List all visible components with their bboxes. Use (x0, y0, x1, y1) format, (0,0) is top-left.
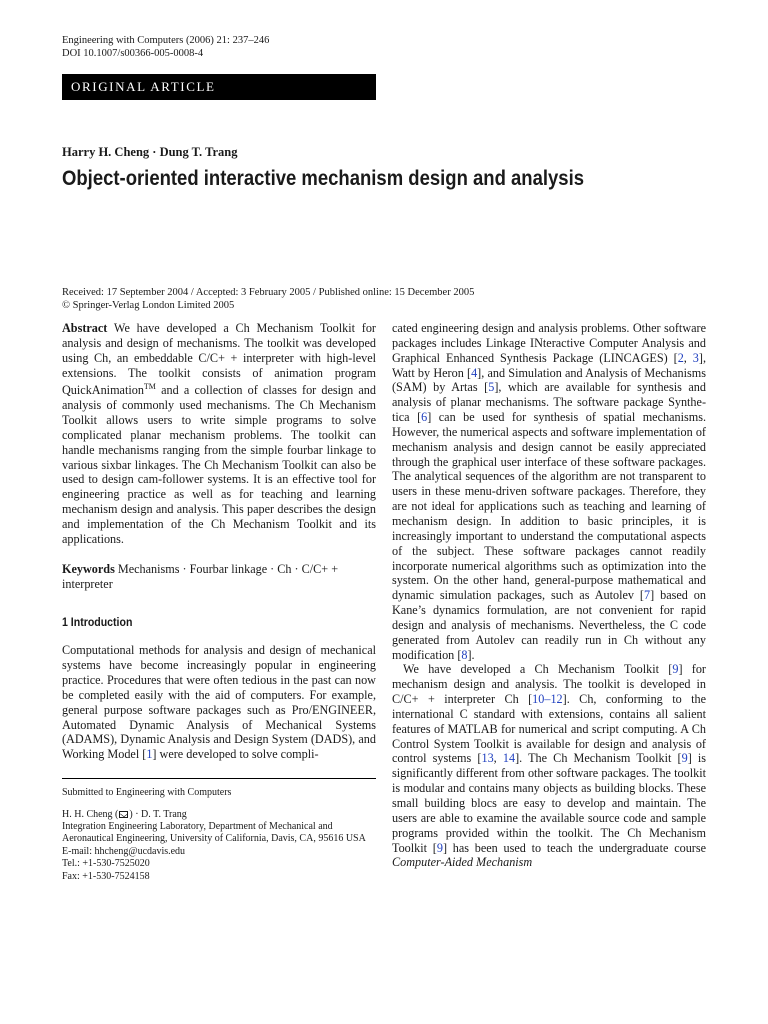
right-column (392, 321, 706, 870)
article-type-banner: ORIGINAL ARTICLE (62, 74, 376, 100)
citation-link[interactable]: 9 (681, 751, 688, 766)
citation-link[interactable]: 9 (672, 662, 679, 677)
citation-link[interactable]: 13 (481, 751, 494, 766)
paragraph (392, 662, 706, 870)
text-run: ] based on Kane’s dynamics formulation, are not convenient for rapid design and analysis of mechanisms. Nevertheless, the C code generated from Autolev can readily run in Ch without any modification [ (392, 588, 706, 662)
text-run: ]. (467, 647, 475, 662)
abstract-text: We have developed a Ch Mechanism Toolkit for analysis and design of mechanisms. The toolkit was developed using Ch, an embeddable C/C+ + interpreter with high-level extensions. The toolkit consists of animation program QuickAnimation (62, 321, 376, 398)
telephone: Tel.: +1-530-7525020 (62, 858, 150, 870)
paper-title: Object-oriented interactive mechanism design and analysis (62, 166, 585, 190)
citation-link[interactable]: 10–12 (532, 692, 563, 707)
paragraph (392, 321, 706, 662)
text-run: ], which are available for synthesis and analysis of planar mechanisms. The software package Synthetica [ (392, 380, 706, 425)
text-run: ] for mechanism design and analysis. The toolkit is developed in C/C+ + interpreter Ch [ (392, 662, 706, 707)
text-run: H. H. Cheng ( (62, 808, 119, 820)
text-run: , (683, 350, 693, 365)
course-title: Computer-Aided Mechanism (392, 855, 533, 870)
text-run: ] is significantly different from other software packages. The toolkit is modular and contains many objects as building blocks. These small building blocs are easy to develop and maintain. The users are able to examine the available source code and sample programs provided within the toolkit. The Ch Mechanism Toolkit [ (392, 751, 707, 855)
affiliation: Integration Engineering Laboratory, Department of Mechanical and Aeronautical Engineering, University of California, Davis, CA, 95616 USA (62, 820, 366, 845)
copyright-line: © Springer-Verlag London Limited 2005 (62, 300, 235, 311)
envelope-icon (119, 811, 128, 818)
text-run: Computational methods for analysis and design of mechanical systems have become increasingly popular in engineering practice. Procedures that were often tedious in the past can now be completed easily with the aid of computers. For example, general purpose software packages such as Pro/ENGINEER, Automated Dynamic Analysis of Mechanical Systems (ADAMS), Dynamic Analysis and Design System (DADS), and Working Model [ (62, 643, 376, 762)
citation-link[interactable]: 7 (644, 588, 651, 603)
abstract-text: and a collection of classes for design and analysis of commonly used mechanisms. The Ch Mechanism Toolkit allows users to write simple programs to solve complicated planar mechanism problems. The toolkit can handle mechanisms ranging from the simple fourbar linkage to various sixbar linkages. The Ch Mechanism Toolkit can also be used to design cam-follower systems. It is an effective tool for engineering practice as well as for teaching and learning mechanism design and analysis. This paper describes the design and implementation of the Ch Mechanism Toolkit and its applications. (62, 383, 376, 546)
text-run: ]. The Ch Mechanism Toolkit [ (515, 751, 682, 766)
author-list: Harry H. Cheng · Dung T. Trang (62, 145, 238, 159)
text-run: , (493, 751, 503, 766)
author-names (62, 809, 376, 821)
text-run: ]. Ch, conforming to the international C standard with extensions, contains all salient features of MATLAB for numerical and script computing. A Ch Control System Toolkit is available for design and analysis of control systems [ (392, 692, 706, 766)
citation-link[interactable]: 5 (488, 380, 495, 395)
citation-link[interactable]: 4 (471, 365, 478, 380)
text-run: ] has been used to teach the undergraduate course (442, 840, 706, 855)
text-run: cated engineering design and analysis problems. Other software packages includes Linkage INteractive Computer Analysis and Graphical Enhanced Synthesis Package (LINCAGES) [ (392, 321, 706, 365)
fax: Fax: +1-530-7524158 (62, 870, 150, 882)
text-run: ], Watt by Heron [ (392, 350, 706, 380)
citation-link[interactable]: 2 (677, 350, 684, 365)
text-run: ] can be used for synthesis of spatial mechanisms. However, the numerical aspects and software implementation of mechanism analysis and design cannot be easily appreciated through the graphical user interface of these software packages. The analytical sequences of the algorithm are not transparent to users in these menu-driven software packages. Therefore, they are not ideal for applications such as teaching and learning of mechanism design. In addition to basic principles, it is increasingly important to understand the computational aspects of the subject. These software packages cannot readily incorporate numerical algorithms such as optimization into the system. On the other hand, general-purpose mathematical and dynamic simulation packages, such as Autolev [ (392, 410, 706, 603)
left-column (62, 321, 376, 883)
keywords-label: Keywords (62, 561, 115, 576)
text-run: ) · D. T. Trang (129, 808, 187, 820)
paragraph (62, 643, 376, 762)
email: E-mail: hhcheng@ucdavis.edu (62, 845, 186, 857)
text-run: ] were developed to solve compli- (152, 747, 319, 762)
trademark-mark: TM (143, 382, 156, 392)
abstract (62, 321, 376, 547)
section-heading: 1 Introduction (62, 615, 133, 630)
dates-line: Received: 17 September 2004 / Accepted: 3 February 2005 / Published online: 15 December 2005 (62, 287, 475, 298)
abstract-label: Abstract (62, 321, 108, 335)
citation-link[interactable]: 14 (502, 751, 516, 766)
submission-note: Submitted to Engineering with Computers (62, 787, 232, 799)
footnote-divider (62, 778, 376, 779)
citation-link[interactable]: 6 (421, 410, 428, 425)
citation-link[interactable]: 3 (692, 350, 699, 365)
doi: DOI 10.1007/s00366-005-0008-4 (62, 48, 204, 59)
text-run: We have developed a Ch Mechanism Toolkit [ (403, 662, 673, 677)
citation-link[interactable]: 8 (461, 647, 468, 662)
publication-dates (62, 286, 474, 312)
citation-link[interactable]: 9 (436, 840, 443, 855)
keywords (62, 562, 376, 592)
text-run: ], and Simulation and Analysis of Mechanisms (SAM) by Artas [ (392, 365, 706, 395)
keywords-text: Mechanisms · Fourbar linkage · Ch · C/C+ + interpreter (62, 561, 339, 591)
citation-link[interactable]: 1 (146, 747, 153, 762)
journal-reference: Engineering with Computers (2006) 21: 237–246 (62, 35, 270, 46)
